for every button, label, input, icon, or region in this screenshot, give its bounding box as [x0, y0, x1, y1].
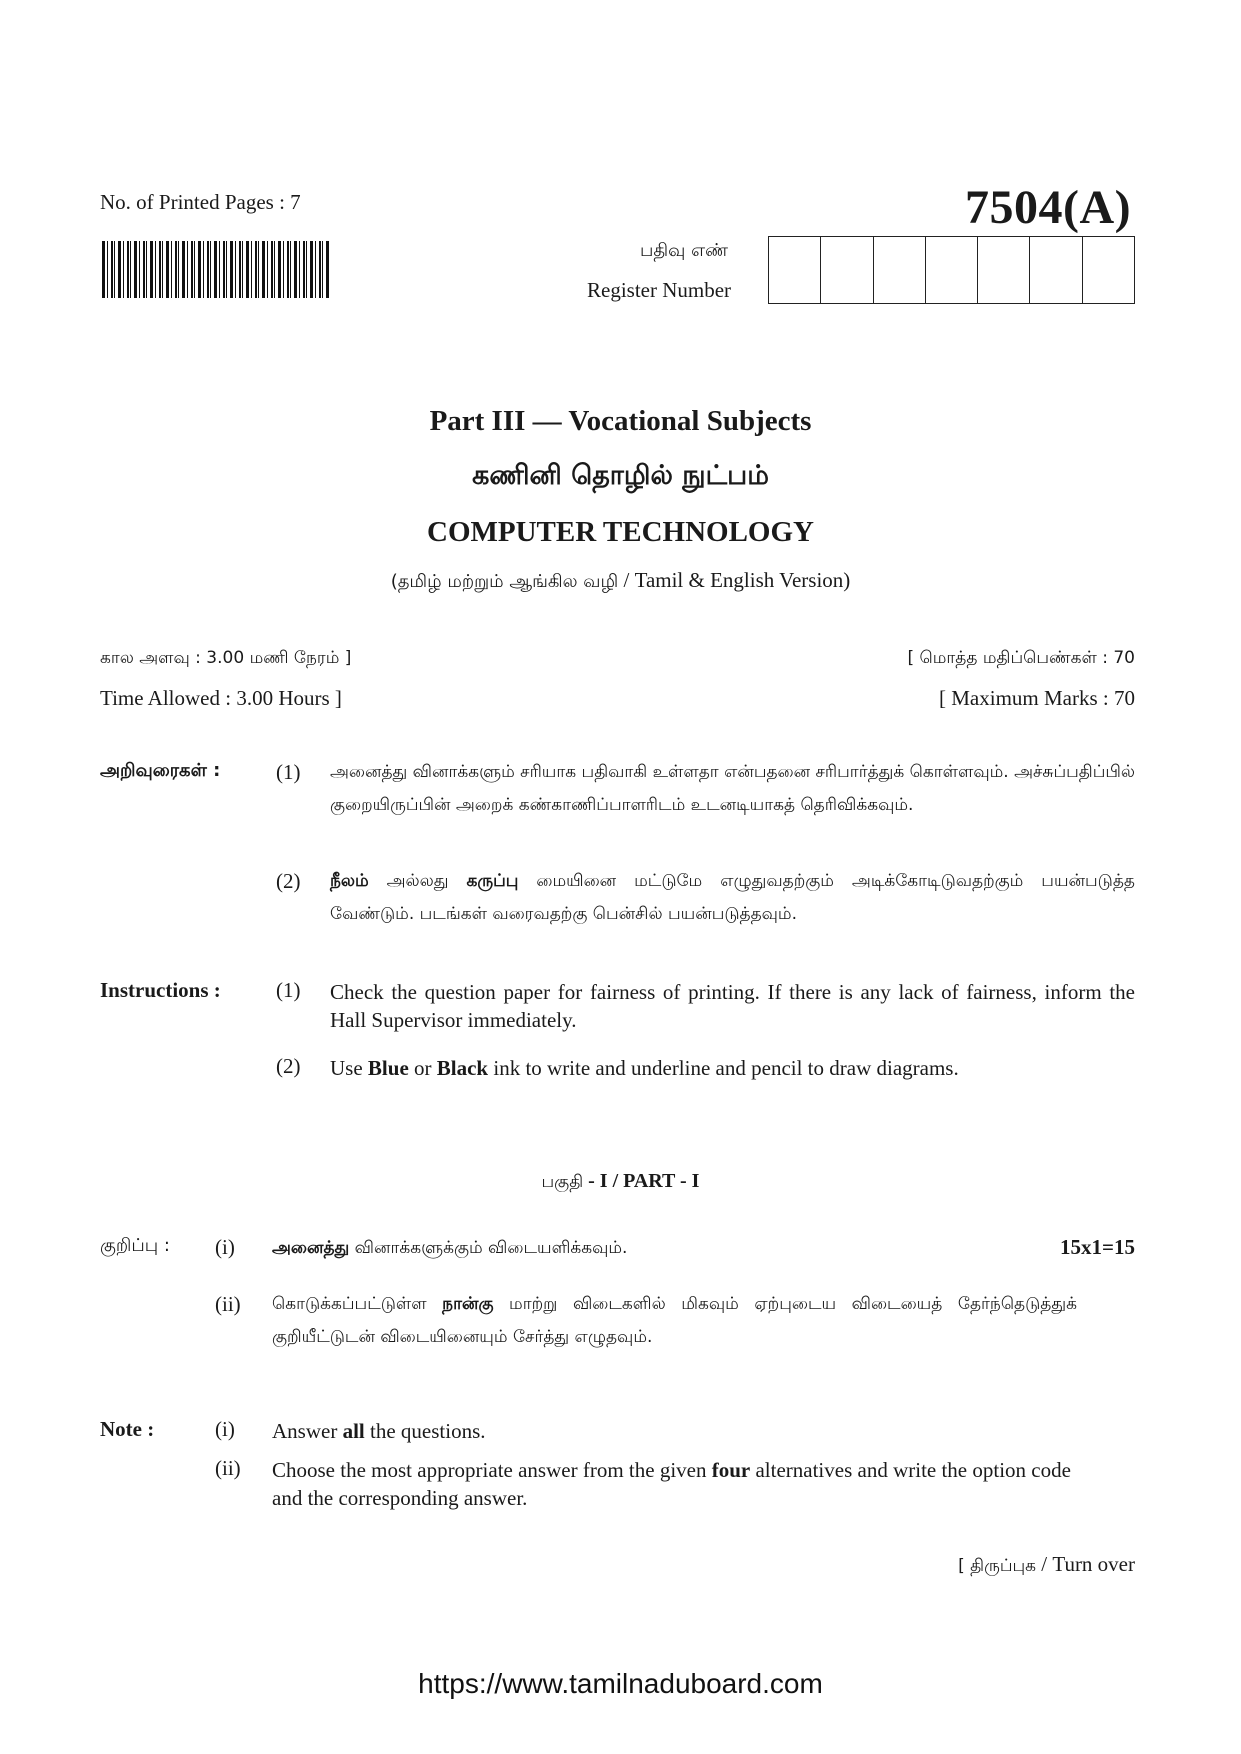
note-label-tamil: குறிப்பு : — [100, 1235, 170, 1256]
instruction-number: (2) — [276, 869, 301, 893]
register-label-english: Register Number — [587, 278, 732, 302]
section-heading-tamil: பகுதி — [541, 1172, 584, 1192]
turn-over-english: / Turn over — [1036, 1552, 1135, 1576]
note-number: (ii) — [215, 1292, 241, 1316]
register-digit-box[interactable] — [874, 237, 926, 303]
part-title: Part III — Vocational Subjects — [429, 405, 812, 437]
note-text-tamil-1 — [272, 1232, 972, 1265]
text-fragment: Answer — [272, 1419, 343, 1443]
instruction-text-tamil-1: அனைத்து வினாக்களும் சரியாக பதிவாகி உள்ளதா என்பதனை சரிபார்த்துக் கொள்ளவும். அச்சுப்பதிப்பில் குறையிருப்பின் அறைக் கண்காணிப்பாளரிடம் உடனடியாகத் தெரிவிக்கவும். — [330, 762, 1135, 815]
text-fragment: மாற்று விடைகளில் மிகவும் ஏற்புடைய விடையைத் தேர்ந்தெடுத்துக் குறியீட்டுடன் விடையினையும் சேர்த்து எழுதவும். — [272, 1294, 1077, 1347]
note-label-english: Note : — [100, 1417, 155, 1441]
register-digit-box[interactable] — [769, 237, 821, 303]
subject-title-tamil: கணினி தொழில் நுட்பம் — [472, 460, 769, 491]
emphasis-all: அனைத்து — [272, 1238, 350, 1258]
instruction-number: (2) — [276, 1054, 301, 1078]
emphasis-all: all — [342, 1419, 365, 1443]
note-text-english-2 — [272, 1456, 1092, 1512]
note-number: (ii) — [215, 1456, 241, 1480]
emphasis-blue: Blue — [367, 1056, 409, 1080]
instruction-number: (1) — [276, 760, 301, 784]
turn-over-tamil: [ திருப்புக — [958, 1556, 1037, 1576]
text-fragment: or — [408, 1056, 437, 1080]
maximum-marks-english: [ Maximum Marks : 70 — [939, 686, 1135, 710]
instruction-text-english-1: Check the question paper for fairness of printing. If there is any lack of fairness, inform the Hall Supervisor immediately. — [330, 980, 1135, 1032]
medium-tamil: (தமிழ் மற்றும் ஆங்கில வழி — [390, 571, 619, 592]
text-fragment: வினாக்களுக்கும் விடையளிக்கவும். — [349, 1238, 628, 1258]
footer-url: https://www.tamilnaduboard.com — [418, 1668, 823, 1699]
note-text-tamil-2 — [272, 1288, 1077, 1354]
printed-pages-count: No. of Printed Pages : 7 — [100, 190, 301, 214]
text-fragment: ink to write and underline and pencil to draw diagrams. — [488, 1056, 959, 1080]
turn-over-note — [958, 1552, 1135, 1578]
section-heading — [0, 1170, 1241, 1194]
subject-title-english: COMPUTER TECHNOLOGY — [427, 516, 814, 548]
text-fragment: அல்லது — [368, 871, 467, 891]
register-label-tamil: பதிவு எண் — [640, 240, 729, 261]
text-fragment: alternatives and write the option code and the corresponding answer. — [272, 1458, 1071, 1510]
instruction-number: (1) — [276, 978, 301, 1002]
note-number: (i) — [215, 1417, 235, 1441]
text-fragment: கொடுக்கப்பட்டுள்ள — [272, 1294, 443, 1314]
maximum-marks-tamil: [ மொத்த மதிப்பெண்கள் : 70 — [907, 648, 1135, 668]
time-allowed-english: Time Allowed : 3.00 Hours ] — [100, 686, 342, 710]
instructions-label-english: Instructions : — [100, 978, 221, 1002]
marks-formula: 15x1=15 — [1060, 1235, 1135, 1259]
instruction-text-english-2 — [330, 1054, 1135, 1082]
note-number: (i) — [215, 1235, 235, 1259]
text-fragment: the questions. — [364, 1419, 486, 1443]
emphasis-blue: நீலம் — [330, 871, 369, 891]
instructions-label-tamil: அறிவுரைகள் : — [100, 760, 221, 781]
time-allowed-tamil: கால அளவு : 3.00 மணி நேரம் ] — [100, 648, 352, 668]
register-digit-box[interactable] — [978, 237, 1030, 303]
register-digit-box[interactable] — [821, 237, 873, 303]
emphasis-four: four — [711, 1458, 751, 1482]
register-number-boxes[interactable] — [768, 236, 1135, 304]
note-text-english-1 — [272, 1417, 1077, 1445]
emphasis-black: Black — [436, 1056, 489, 1080]
text-fragment: மையினை மட்டுமே எழுதுவதற்கும் அடிக்கோடிடுவதற்கும் பயன்படுத்த வேண்டும். படங்கள் வரைவதற்கு பென்சில் பயன்படுத்தவும். — [330, 871, 1135, 924]
medium-line — [0, 568, 1241, 594]
text-fragment: Use — [330, 1056, 368, 1080]
barcode-image — [102, 241, 331, 298]
instruction-text-tamil-2 — [330, 865, 1135, 931]
text-fragment: Choose the most appropriate answer from the given — [272, 1458, 712, 1482]
medium-english: / Tamil & English Version) — [618, 568, 851, 592]
emphasis-four: நான்கு — [442, 1294, 494, 1314]
register-digit-box[interactable] — [1030, 237, 1082, 303]
section-heading-english: - I / PART - I — [583, 1170, 700, 1192]
paper-code: 7504(A) — [965, 181, 1132, 234]
register-digit-box[interactable] — [926, 237, 978, 303]
emphasis-black: கருப்பு — [466, 871, 519, 891]
register-digit-box[interactable] — [1083, 237, 1134, 303]
